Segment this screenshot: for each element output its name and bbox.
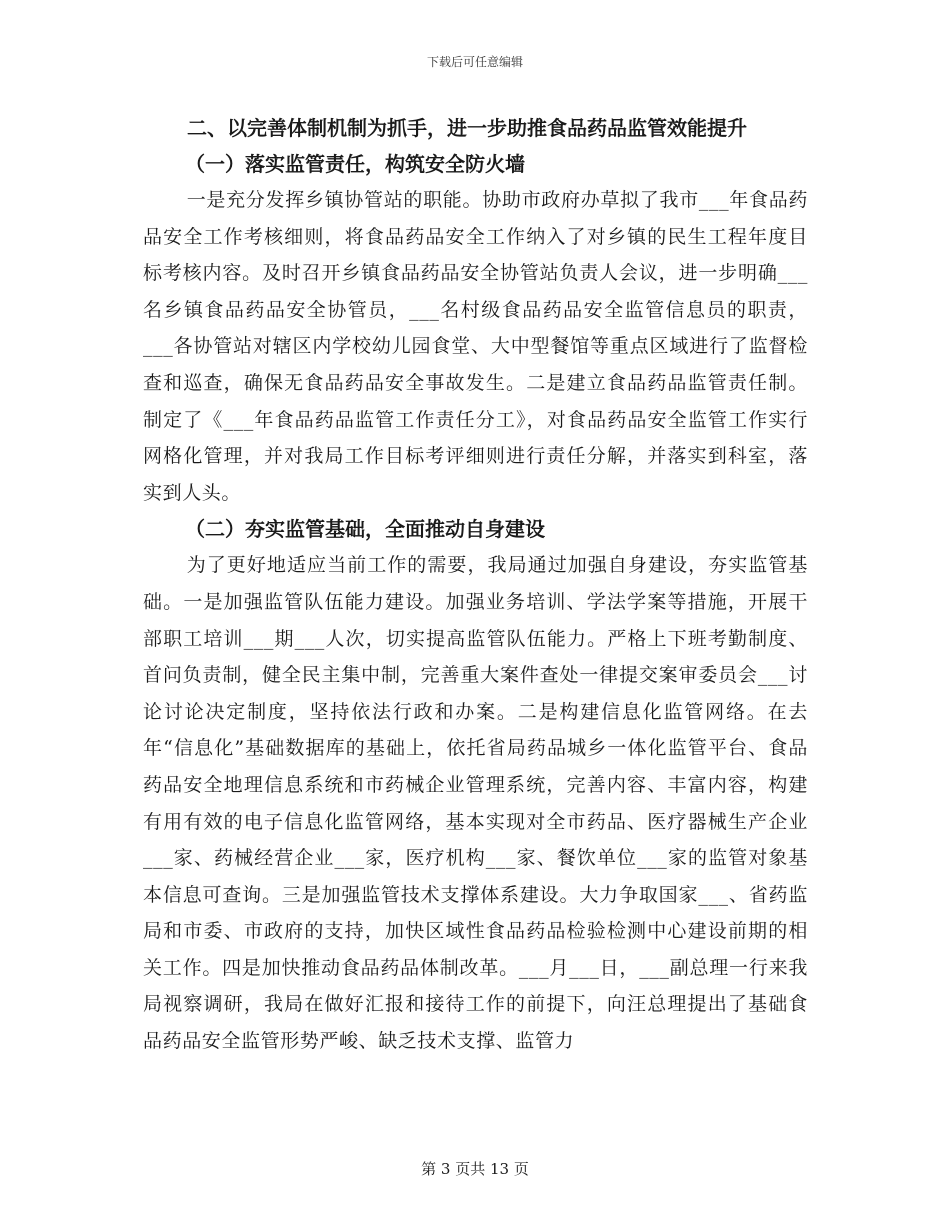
subsection-title-2: （二）夯实监管基础，全面推动自身建设 (185, 517, 545, 542)
page-header: 下载后可任意编辑 (426, 55, 523, 69)
page-number: 第 3 页共 13 页 (421, 1160, 529, 1178)
section-title: 二、以完善体制机制为抓手，进一步助推食品药品监管效能提升 (187, 116, 747, 140)
paragraph-1: 一是充分发挥乡镇协管站的职能。协助市政府办草拟了我市___年食品药品安全工作考核细则，将食品药品安全工作纳入了对乡镇的民生工程年度目标考核内容。及时召开乡镇食品药品安全协管站负责人会议，进一步明确___名乡镇食品药品安全协管员，___名村级食品药品安全监管信息员的职责，___各协管站对辖区内学校幼儿园食堂、大中型餐馆等重点区域进行了监督检查和巡查，确保无食品药品安全事故发生。二是建立食品药品监管责任制。制定了《___年食品药品监管工作责任分工》，对食品药品安全监管工作实行网格化管理，并对我局工作目标考评细则进行责任分解，并落实到科室，落实到人头。 (143, 189, 808, 504)
document-body (143, 110, 808, 1060)
subsection-title-1: （一）落实监管责任，构筑安全防火墙 (185, 152, 525, 176)
paragraph-2: 为了更好地适应当前工作的需要，我局通过加强自身建设，夯实监管基础。一是加强监管队伍能力建设。加强业务培训、学法学案等措施，开展干部职工培训___期___人次，切实提高监管队伍能力。严格上下班考勤制度、首问负责制，健全民主集中制，完善重大案件查处一律提交案审委员会___讨论讨论决定制度，坚持依法行政和办案。二是构建信息化监管网络。在去年“信息化”基础数据库的基础上，依托省局药品城乡一体化监管平台、食品药品安全地理信息系统和市药械企业管理系统，完善内容、丰富内容，构建有用有效的电子信息化监管网络，基本实现对全市药品、医疗器械生产企业___家、药械经营企业___家，医疗机构___家、餐饮单位___家的监管对象基本信息可查询。三是加强监管技术支撑体系建设。大力争取国家___、省药监局和市委、市政府的支持，加快区域性食品药品检验检测中心建设前期的相关工作。四是加快推动食品药品体制改革。___月___日，___副总理一行来我局视察调研，我局在做好汇报和接待工作的前提下，向汪总理提出了基础食品药品安全监管形势严峻、缺乏技术支撑、监管力 (143, 554, 808, 1053)
